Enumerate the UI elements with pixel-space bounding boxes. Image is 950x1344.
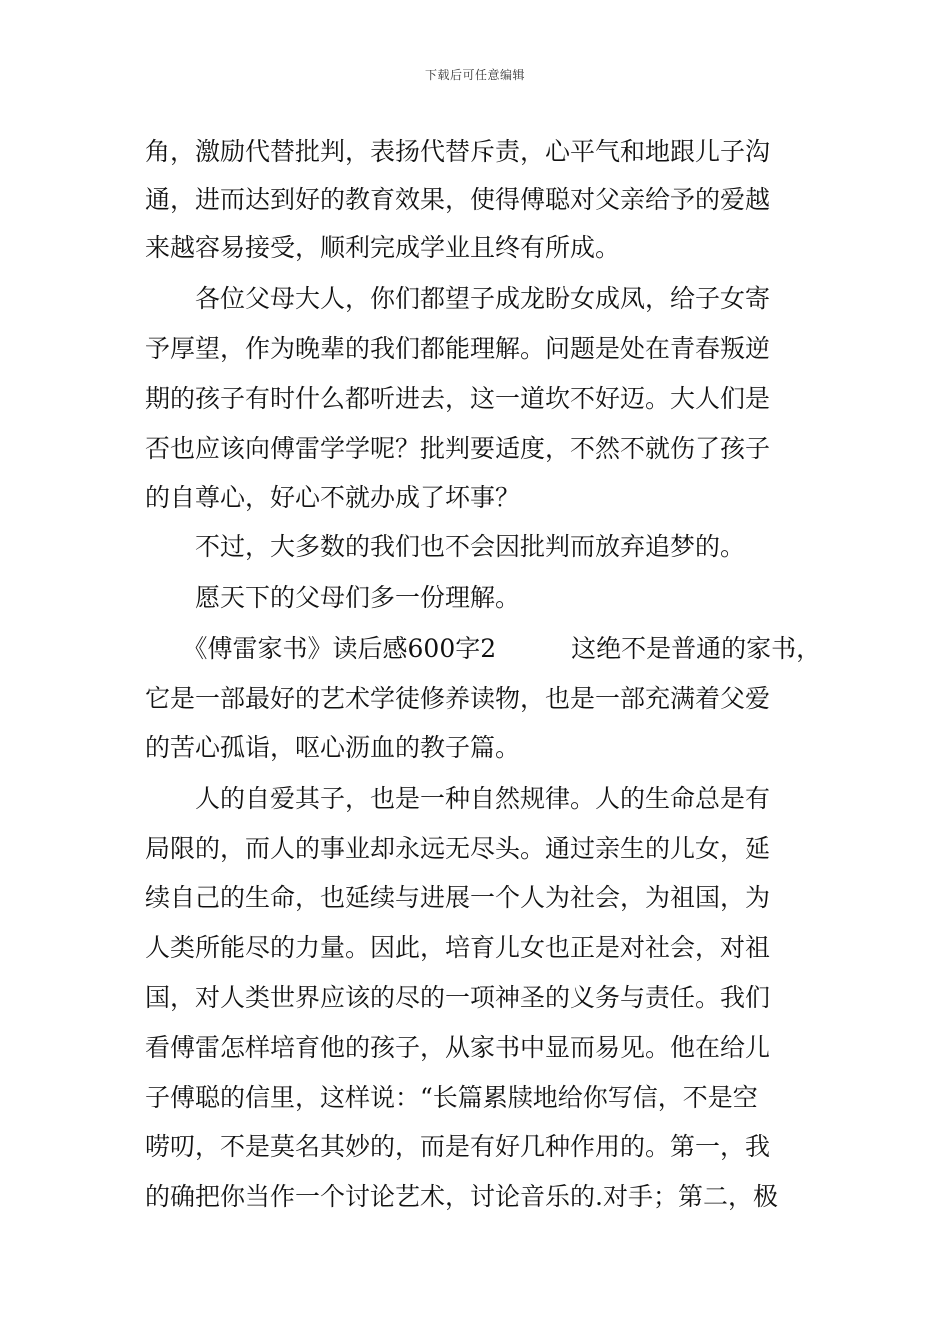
- text-line: 《傅雷家书》读后感600字2 这绝不是普通的家书，: [145, 634, 822, 663]
- text-line: 来越容易接受，顺利完成学业且终有所成。: [145, 233, 621, 262]
- text-line: 国，对人类世界应该的尽的一项神圣的义务与责任。我们: [145, 983, 771, 1012]
- text-line: 的自尊心，好心不就办成了坏事？: [145, 483, 521, 512]
- text-line: 看傅雷怎样培育他的孩子，从家书中显而易见。他在给儿: [145, 1033, 771, 1062]
- text-line: 续自己的生命，也延续与进展一个人为社会，为祖国，为: [145, 883, 771, 912]
- text-line: 期的孩子有时什么都听进去，这一道坎不好迈。大人们是: [145, 384, 771, 413]
- text-line: 人类所能尽的力量。因此，培育儿女也正是对社会，对祖: [145, 933, 771, 962]
- text-line: 子傅聪的信里，这样说：“长篇累牍地给你写信，不是空: [145, 1083, 758, 1112]
- text-line: 否也应该向傅雷学学呢？批判要适度，不然不就伤了孩子: [145, 434, 771, 463]
- text-line: 的苦心孤诣，呕心沥血的教子篇。: [145, 733, 521, 762]
- text-line: 局限的，而人的事业却永远无尽头。通过亲生的儿女，延: [145, 834, 771, 863]
- text-line: 愿天下的父母们多一份理解。: [145, 583, 521, 612]
- text-line: 它是一部最好的艺术学徒修养读物，也是一部充满着父爱: [145, 684, 771, 713]
- page-header-note: 下载后可任意编辑: [424, 68, 525, 82]
- text-line: 通，进而达到好的教育效果，使得傅聪对父亲给予的爱越: [145, 185, 771, 214]
- text-line: 唠叨，不是莫名其妙的，而是有好几种作用的。第一，我: [145, 1132, 771, 1161]
- text-line: 人的自爱其子，也是一种自然规律。人的生命总是有: [145, 784, 771, 813]
- text-line: 予厚望，作为晚辈的我们都能理解。问题是处在青春叛逆: [145, 334, 771, 363]
- text-line: 各位父母大人，你们都望子成龙盼女成凤，给子女寄: [145, 284, 771, 313]
- text-line: 角，激励代替批判，表扬代替斥责，心平气和地跟儿子沟: [145, 137, 771, 166]
- text-line: 不过，大多数的我们也不会因批判而放弃追梦的。: [145, 532, 746, 561]
- text-line: 的确把你当作一个讨论艺术，讨论音乐的.对手；第二，极: [145, 1182, 778, 1211]
